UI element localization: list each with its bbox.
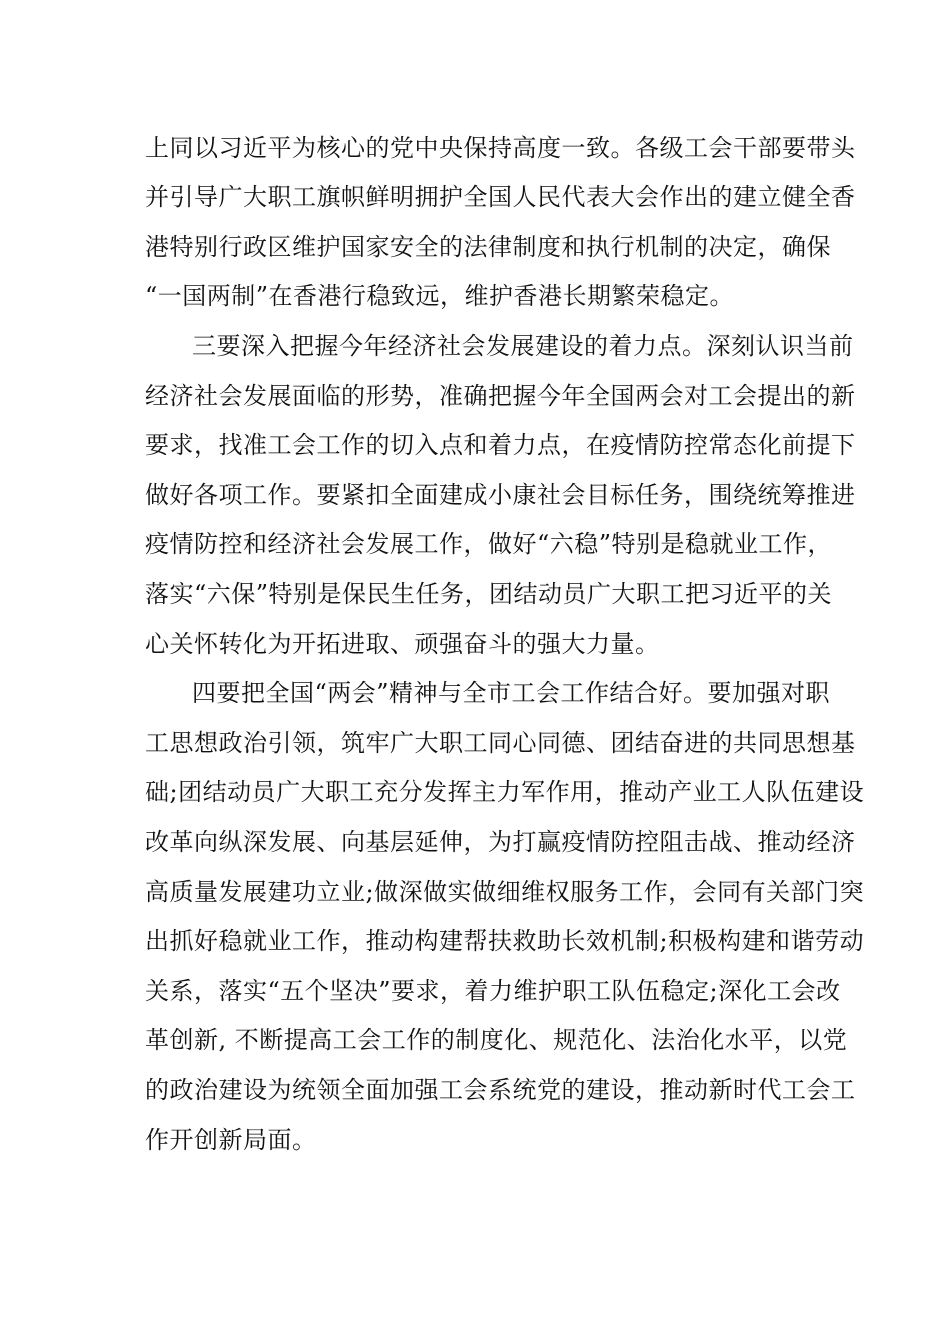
text-line: 疫情防控和经济社会发展工作，做好“六稳”特别是稳就业工作， bbox=[145, 530, 833, 558]
text-line: 出抓好稳就业工作，推动构建帮扶救助长效机制;积极构建和谐劳动 bbox=[145, 927, 865, 955]
text-line: 改革向纵深发展、向基层延伸，为打赢疫情防控阻击战、推动经济 bbox=[145, 828, 856, 856]
text-line: 心关怀转化为开拓进取、顽强奋斗的强大力量。 bbox=[145, 630, 660, 658]
text-line: 高质量发展建功立业;做深做实做细维权服务工作，会同有关部门突 bbox=[145, 878, 865, 906]
text-line: 落实“六保”特别是保民生任务，团结动员广大职工把习近平的关 bbox=[145, 580, 833, 608]
text-line: 作开创新局面。 bbox=[145, 1126, 317, 1154]
text-line: 的政治建设为统领全面加强工会系统党的建设，推动新时代工会工 bbox=[145, 1076, 856, 1104]
text-line: 工思想政治引领，筑牢广大职工同心同德、团结奋进的共同思想基 bbox=[145, 729, 856, 757]
text-line: 础;团结动员广大职工充分发挥主力军作用，推动产业工人队伍建设 bbox=[145, 778, 865, 806]
text-line: 做好各项工作。要紧扣全面建成小康社会目标任务，围绕统筹推进 bbox=[145, 481, 856, 509]
text-line: 港特别行政区维护国家安全的法律制度和执行机制的决定，确保 bbox=[145, 233, 831, 261]
text-line: “一国两制”在香港行稳致远，维护香港长期繁荣稳定。 bbox=[145, 282, 735, 310]
text-line: 上同以习近平为核心的党中央保持高度一致。各级工会干部要带头 bbox=[145, 134, 856, 162]
text-line: 经济社会发展面临的形势，准确把握今年全国两会对工会提出的新 bbox=[145, 382, 856, 410]
text-line: 革创新, 不断提高工会工作的制度化、规范化、法治化水平，以党 bbox=[145, 1026, 848, 1054]
paragraph-first-line: 三要深入把握今年经济社会发展建设的着力点。深刻认识当前 bbox=[192, 332, 854, 360]
paragraph-first-line: 四要把全国“两会”精神与全市工会工作结合好。要加强对职 bbox=[192, 679, 831, 707]
text-line: 并引导广大职工旗帜鲜明拥护全国人民代表大会作出的建立健全香 bbox=[145, 183, 856, 211]
text-line: 关系，落实“五个坚决”要求，着力维护职工队伍稳定;深化工会改 bbox=[145, 977, 841, 1005]
text-line: 要求，找准工会工作的切入点和着力点，在疫情防控常态化前提下 bbox=[145, 431, 856, 459]
